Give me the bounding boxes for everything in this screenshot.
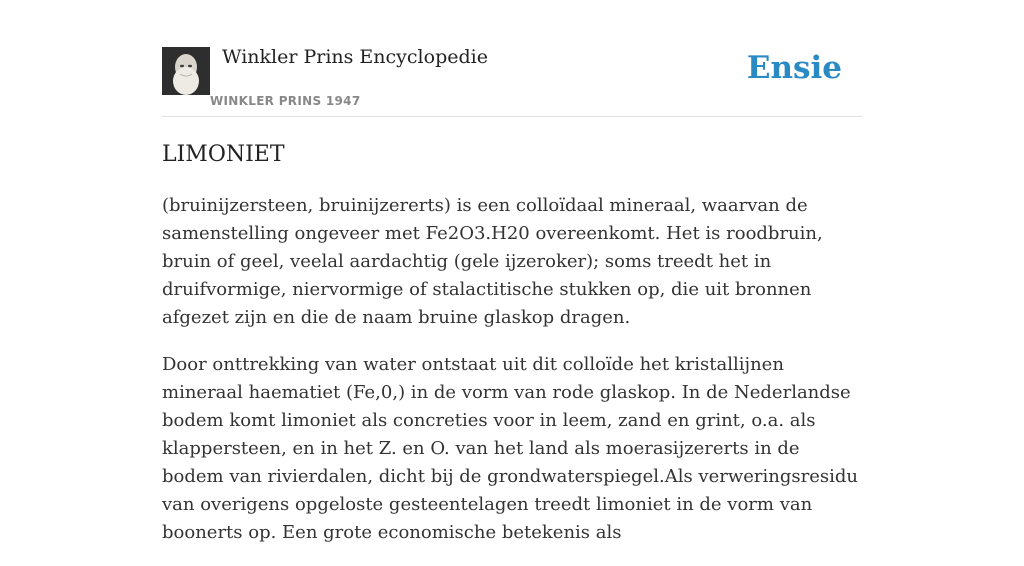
source-avatar[interactable] (162, 47, 210, 95)
bearded-man-portrait-icon (162, 47, 210, 95)
ensie-logo[interactable]: Ensie (746, 50, 842, 86)
article (162, 140, 862, 566)
article-paragraph: Door onttrekking van water ontstaat uit dit colloïde het kristallijnen mineraal haematiet (Fe,0,) in de vorm van rode glaskop. In de Nederlandse bodem komt limoniet als concreties voor in leem, zand en grint, o.a. als klappersteen, en in het Z. en O. van het land als moerasijzererts in de bodem van rivierdalen, dicht bij de grondwaterspiegel.Als verweringsresidu van overigens opgeloste gesteentelagen treedt limoniet in de vorm van boonerts op. Een grote economische betekenis als (162, 354, 858, 543)
source-title[interactable]: Winkler Prins Encyclopedie (222, 46, 488, 68)
article-paragraph: (bruinijzersteen, bruinijzererts) is een colloïdaal mineraal, waarvan de samenstelling ongeveer met Fe2O3.H20 overeenkomt. Het is roodbruin, bruin of geel, veelal aardachtig (gele ijzeroker); soms treedt het in druifvormige, niervormige of stalactitische stukken op, die uit bronnen afgezet zijn en die de naam bruine glaskop dragen. (162, 195, 823, 328)
source-header (162, 44, 862, 117)
source-subtitle[interactable]: WINKLER PRINS 1947 (210, 94, 361, 108)
article-title: LIMONIET (162, 142, 285, 167)
